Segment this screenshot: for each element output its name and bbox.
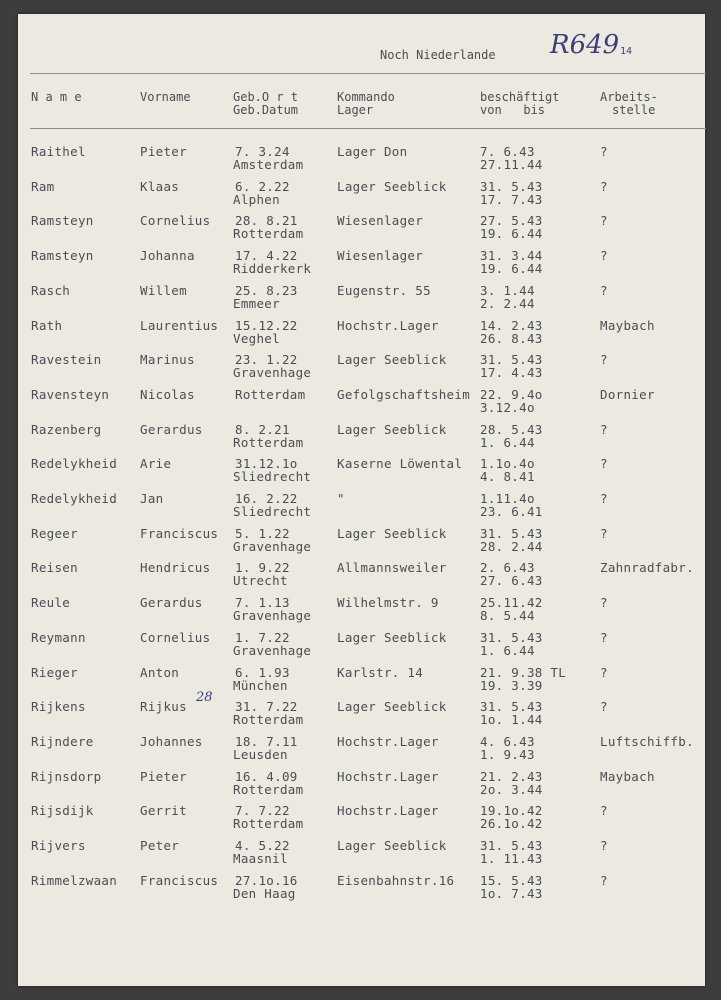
- row-arbeitsstelle: ?: [600, 144, 608, 159]
- col-header-lager: Lager: [337, 103, 374, 117]
- row-bis: 1. 11.43: [480, 851, 543, 866]
- row-geb-ort: Maasnil: [233, 851, 288, 866]
- row-arbeitsstelle: ?: [600, 872, 608, 888]
- row-geb-datum: 1. 9.22: [235, 560, 290, 576]
- row-von: 21. 9.38 TL: [480, 664, 567, 680]
- table-row: [0, 248, 721, 282]
- row-arbeitsstelle: ?: [600, 525, 608, 541]
- row-name: Razenberg: [31, 421, 102, 437]
- row-geb-ort: Rotterdam: [233, 226, 304, 242]
- row-vorname: Cornelius: [140, 213, 211, 229]
- row-arbeitsstelle: ?: [600, 178, 608, 194]
- row-name: Reisen: [31, 560, 78, 576]
- row-bis: 17. 7.43: [480, 191, 543, 207]
- row-lager: Lager Seeblick: [337, 629, 447, 645]
- row-bis: 1. 6.44: [480, 642, 535, 658]
- table-row: [0, 665, 721, 699]
- row-lager: Lager Seeblick: [337, 178, 447, 194]
- page-heading: Noch Niederlande: [380, 48, 496, 62]
- row-name: Rath: [31, 317, 63, 333]
- row-geb-ort: Rotterdam: [233, 712, 304, 728]
- row-geb-datum: 6. 2.22: [235, 178, 290, 194]
- row-geb-ort: Rotterdam: [233, 816, 304, 832]
- row-vorname: Klaas: [140, 178, 180, 194]
- row-lager: Lager Seeblick: [337, 838, 447, 853]
- row-lager: Gefolgschaftsheim: [337, 386, 471, 402]
- row-vorname: Arie: [140, 456, 172, 472]
- row-name: Rijkens: [31, 699, 86, 715]
- row-geb-ort: Sliedrecht: [233, 469, 312, 485]
- col-header-von-bis: von bis: [480, 103, 546, 117]
- row-von: 19.1o.42: [480, 803, 543, 819]
- row-geb-ort: Amsterdam: [233, 157, 304, 172]
- row-geb-ort: Gravenhage: [233, 608, 312, 624]
- row-name: Redelykheid: [31, 491, 118, 506]
- table-row: [0, 769, 721, 803]
- row-von: 28. 5.43: [480, 421, 543, 437]
- row-geb-ort: Gravenhage: [233, 365, 312, 381]
- row-vorname: Pieter: [140, 144, 187, 159]
- row-geb-datum: 6. 1.93: [235, 664, 290, 680]
- row-bis: 2o. 3.44: [480, 781, 543, 797]
- row-arbeitsstelle: ?: [600, 352, 608, 368]
- row-name: Ravestein: [31, 352, 102, 368]
- row-geb-ort: Emmeer: [233, 295, 280, 311]
- table-row: [0, 560, 721, 594]
- row-arbeitsstelle: ?: [600, 248, 608, 264]
- row-geb-datum: 8. 2.21: [235, 421, 290, 437]
- row-geb-datum: 7. 7.22: [235, 803, 290, 819]
- archive-reference-mark: R649: [550, 30, 620, 60]
- table-row: [0, 422, 721, 456]
- table-row: [0, 699, 721, 733]
- table-row: [0, 387, 721, 421]
- row-geb-datum: 31. 7.22: [235, 699, 298, 715]
- row-geb-ort: Veghel: [233, 330, 280, 346]
- row-von: 14. 2.43: [480, 317, 543, 333]
- row-name: Redelykheid: [31, 456, 118, 472]
- row-von: 31. 5.43: [480, 629, 543, 645]
- table-row: [0, 526, 721, 560]
- row-lager: Hochstr.Lager: [337, 317, 439, 333]
- row-name: Ravensteyn: [31, 386, 110, 402]
- row-von: 22. 9.4o: [480, 386, 543, 402]
- col-header-beschaeftigt: beschäftigt: [480, 90, 560, 104]
- row-geb-ort: Utrecht: [233, 573, 288, 589]
- row-von: 31. 5.43: [480, 178, 543, 194]
- row-bis: 26. 8.43: [480, 330, 543, 346]
- row-vorname: Cornelius: [140, 629, 211, 645]
- row-vorname: Marinus: [140, 352, 195, 368]
- row-vorname: Gerardus: [140, 595, 203, 611]
- col-header-arbeitsstelle: Arbeits-: [600, 90, 658, 104]
- table-row: [0, 318, 721, 352]
- row-von: 1.11.4o: [480, 491, 535, 506]
- row-lager: Kaserne Löwental: [337, 456, 463, 472]
- table-row: [0, 595, 721, 629]
- col-header-geb-ort: Geb.O r t: [233, 90, 299, 104]
- row-arbeitsstelle: ?: [600, 456, 608, 472]
- row-vorname: Pieter: [140, 768, 187, 784]
- col-header-kommando: Kommando: [337, 90, 395, 104]
- row-bis: 4. 8.41: [480, 469, 535, 485]
- row-arbeitsstelle: Dornier: [600, 386, 655, 402]
- row-arbeitsstelle: ?: [600, 629, 608, 645]
- row-geb-datum: 18. 7.11: [235, 733, 298, 749]
- row-geb-datum: 31.12.1o: [235, 456, 298, 472]
- handwritten-annotation: 28: [196, 690, 213, 705]
- row-arbeitsstelle: ?: [600, 699, 608, 715]
- row-lager: Wiesenlager: [337, 213, 424, 229]
- row-von: 31. 5.43: [480, 525, 543, 541]
- row-vorname: Willem: [140, 282, 187, 298]
- row-bis: 19. 3.39: [480, 677, 543, 693]
- row-geb-datum: 7. 3.24: [235, 144, 290, 159]
- row-lager: Hochstr.Lager: [337, 768, 439, 784]
- row-geb-ort: Rotterdam: [233, 434, 304, 450]
- row-von: 31. 5.43: [480, 699, 543, 715]
- header-rule-bottom: [30, 128, 706, 129]
- row-arbeitsstelle: ?: [600, 803, 608, 819]
- row-lager: Hochstr.Lager: [337, 803, 439, 819]
- row-geb-datum: 25. 8.23: [235, 282, 298, 298]
- row-geb-ort: Den Haag: [233, 885, 296, 901]
- table-row: [0, 144, 721, 178]
- row-bis: 1o. 7.43: [480, 885, 543, 901]
- row-arbeitsstelle: ?: [600, 491, 608, 506]
- row-vorname: Franciscus: [140, 872, 219, 888]
- row-geb-datum: 23. 1.22: [235, 352, 298, 368]
- row-lager: Eugenstr. 55: [337, 282, 431, 298]
- row-arbeitsstelle: ?: [600, 595, 608, 611]
- row-von: 7. 6.43: [480, 144, 535, 159]
- table-row: [0, 213, 721, 247]
- row-bis: 23. 6.41: [480, 504, 543, 519]
- row-geb-ort: Ridderkerk: [233, 261, 312, 277]
- row-von: 31. 5.43: [480, 352, 543, 368]
- row-name: Reymann: [31, 629, 86, 645]
- row-vorname: Peter: [140, 838, 180, 853]
- row-vorname: Laurentius: [140, 317, 219, 333]
- row-vorname: Rijkus: [140, 699, 187, 715]
- row-name: Ram: [31, 178, 55, 194]
- row-vorname: Jan: [140, 491, 164, 506]
- row-geb-datum: 7. 1.13: [235, 595, 290, 611]
- col-header-stelle: stelle: [612, 103, 656, 117]
- row-geb-ort: Gravenhage: [233, 538, 312, 554]
- row-arbeitsstelle: ?: [600, 664, 608, 680]
- row-geb-datum: 5. 1.22: [235, 525, 290, 541]
- row-bis: 27.11.44: [480, 157, 543, 172]
- table-row: [0, 838, 721, 872]
- table-row: [0, 491, 721, 525]
- row-arbeitsstelle: ?: [600, 421, 608, 437]
- row-geb-ort: Alphen: [233, 191, 280, 207]
- table-row: [0, 803, 721, 837]
- row-vorname: Johanna: [140, 248, 195, 264]
- row-von: 15. 5.43: [480, 872, 543, 888]
- row-geb-datum: 1. 7.22: [235, 629, 290, 645]
- row-name: Rijsdijk: [31, 803, 94, 819]
- row-arbeitsstelle: Maybach: [600, 768, 655, 784]
- table-row: [0, 456, 721, 490]
- row-name: Regeer: [31, 525, 78, 541]
- row-lager: ": [337, 491, 345, 506]
- row-geb-datum: 27.1o.16: [235, 872, 298, 888]
- row-lager: Lager Seeblick: [337, 352, 447, 368]
- row-geb-ort: Gravenhage: [233, 642, 312, 658]
- table-row: [0, 179, 721, 213]
- row-von: 1.1o.4o: [480, 456, 535, 472]
- row-geb-ort: Rotterdam: [233, 781, 304, 797]
- row-lager: Wilhelmstr. 9: [337, 595, 439, 611]
- row-bis: 26.1o.42: [480, 816, 543, 832]
- table-row: [0, 630, 721, 664]
- row-bis: 1. 6.44: [480, 434, 535, 450]
- row-bis: 19. 6.44: [480, 226, 543, 242]
- row-arbeitsstelle: ?: [600, 838, 608, 853]
- row-vorname: Franciscus: [140, 525, 219, 541]
- header-rule-top: [30, 73, 706, 74]
- row-geb-datum: 4. 5.22: [235, 838, 290, 853]
- row-name: Raithel: [31, 144, 86, 159]
- row-lager: Karlstr. 14: [337, 664, 424, 680]
- row-lager: Hochstr.Lager: [337, 733, 439, 749]
- row-von: 4. 6.43: [480, 733, 535, 749]
- row-bis: 1. 9.43: [480, 746, 535, 762]
- row-lager: Wiesenlager: [337, 248, 424, 264]
- row-name: Reule: [31, 595, 71, 611]
- row-geb-ort: München: [233, 677, 288, 693]
- row-lager: Eisenbahnstr.16: [337, 872, 455, 888]
- table-row: [0, 352, 721, 386]
- row-geb-ort: Leusden: [233, 746, 288, 762]
- row-lager: Lager Seeblick: [337, 421, 447, 437]
- row-name: Ramsteyn: [31, 213, 94, 229]
- row-arbeitsstelle: ?: [600, 213, 608, 229]
- row-von: 2. 6.43: [480, 560, 535, 576]
- row-name: Rimmelzwaan: [31, 872, 118, 888]
- row-von: 3. 1.44: [480, 282, 535, 298]
- row-geb-datum: 28. 8.21: [235, 213, 298, 229]
- row-bis: 19. 6.44: [480, 261, 543, 277]
- col-header-geb-datum: Geb.Datum: [233, 103, 299, 117]
- row-vorname: Johannes: [140, 733, 203, 749]
- row-vorname: Hendricus: [140, 560, 211, 576]
- row-name: Rasch: [31, 282, 71, 298]
- col-header-vorname: Vorname: [140, 90, 191, 104]
- row-geb-datum: 16. 2.22: [235, 491, 298, 506]
- row-vorname: Gerardus: [140, 421, 203, 437]
- row-arbeitsstelle: ?: [600, 282, 608, 298]
- table-row: [0, 734, 721, 768]
- row-name: Rijnsdorp: [31, 768, 102, 784]
- row-bis: 28. 2.44: [480, 538, 543, 554]
- row-lager: Lager Don: [337, 144, 408, 159]
- row-lager: Lager Seeblick: [337, 699, 447, 715]
- row-bis: 1o. 1.44: [480, 712, 543, 728]
- table-row: [0, 873, 721, 907]
- archive-reference-suffix: 14: [620, 46, 633, 57]
- row-lager: Allmannsweiler: [337, 560, 447, 576]
- row-von: 31. 3.44: [480, 248, 543, 264]
- row-vorname: Gerrit: [140, 803, 187, 819]
- row-geb-datum: Rotterdam: [235, 386, 306, 402]
- row-bis: 3.12.4o: [480, 399, 535, 415]
- row-vorname: Nicolas: [140, 386, 195, 402]
- col-header-name: N a m e: [31, 90, 82, 104]
- row-name: Rijvers: [31, 838, 86, 853]
- row-von: 27. 5.43: [480, 213, 543, 229]
- row-von: 25.11.42: [480, 595, 543, 611]
- row-vorname: Anton: [140, 664, 180, 680]
- table-row: [0, 283, 721, 317]
- row-bis: 8. 5.44: [480, 608, 535, 624]
- row-geb-datum: 17. 4.22: [235, 248, 298, 264]
- row-name: Rieger: [31, 664, 78, 680]
- row-bis: 27. 6.43: [480, 573, 543, 589]
- row-geb-datum: 15.12.22: [235, 317, 298, 333]
- row-name: Ramsteyn: [31, 248, 94, 264]
- row-von: 31. 5.43: [480, 838, 543, 853]
- row-bis: 2. 2.44: [480, 295, 535, 311]
- row-arbeitsstelle: Zahnradfabr.: [600, 560, 694, 576]
- row-arbeitsstelle: Maybach: [600, 317, 655, 333]
- row-arbeitsstelle: Luftschiffb.: [600, 733, 694, 749]
- row-name: Rijndere: [31, 733, 94, 749]
- row-lager: Lager Seeblick: [337, 525, 447, 541]
- row-bis: 17. 4.43: [480, 365, 543, 381]
- row-geb-datum: 16. 4.09: [235, 768, 298, 784]
- row-von: 21. 2.43: [480, 768, 543, 784]
- row-geb-ort: Sliedrecht: [233, 504, 312, 519]
